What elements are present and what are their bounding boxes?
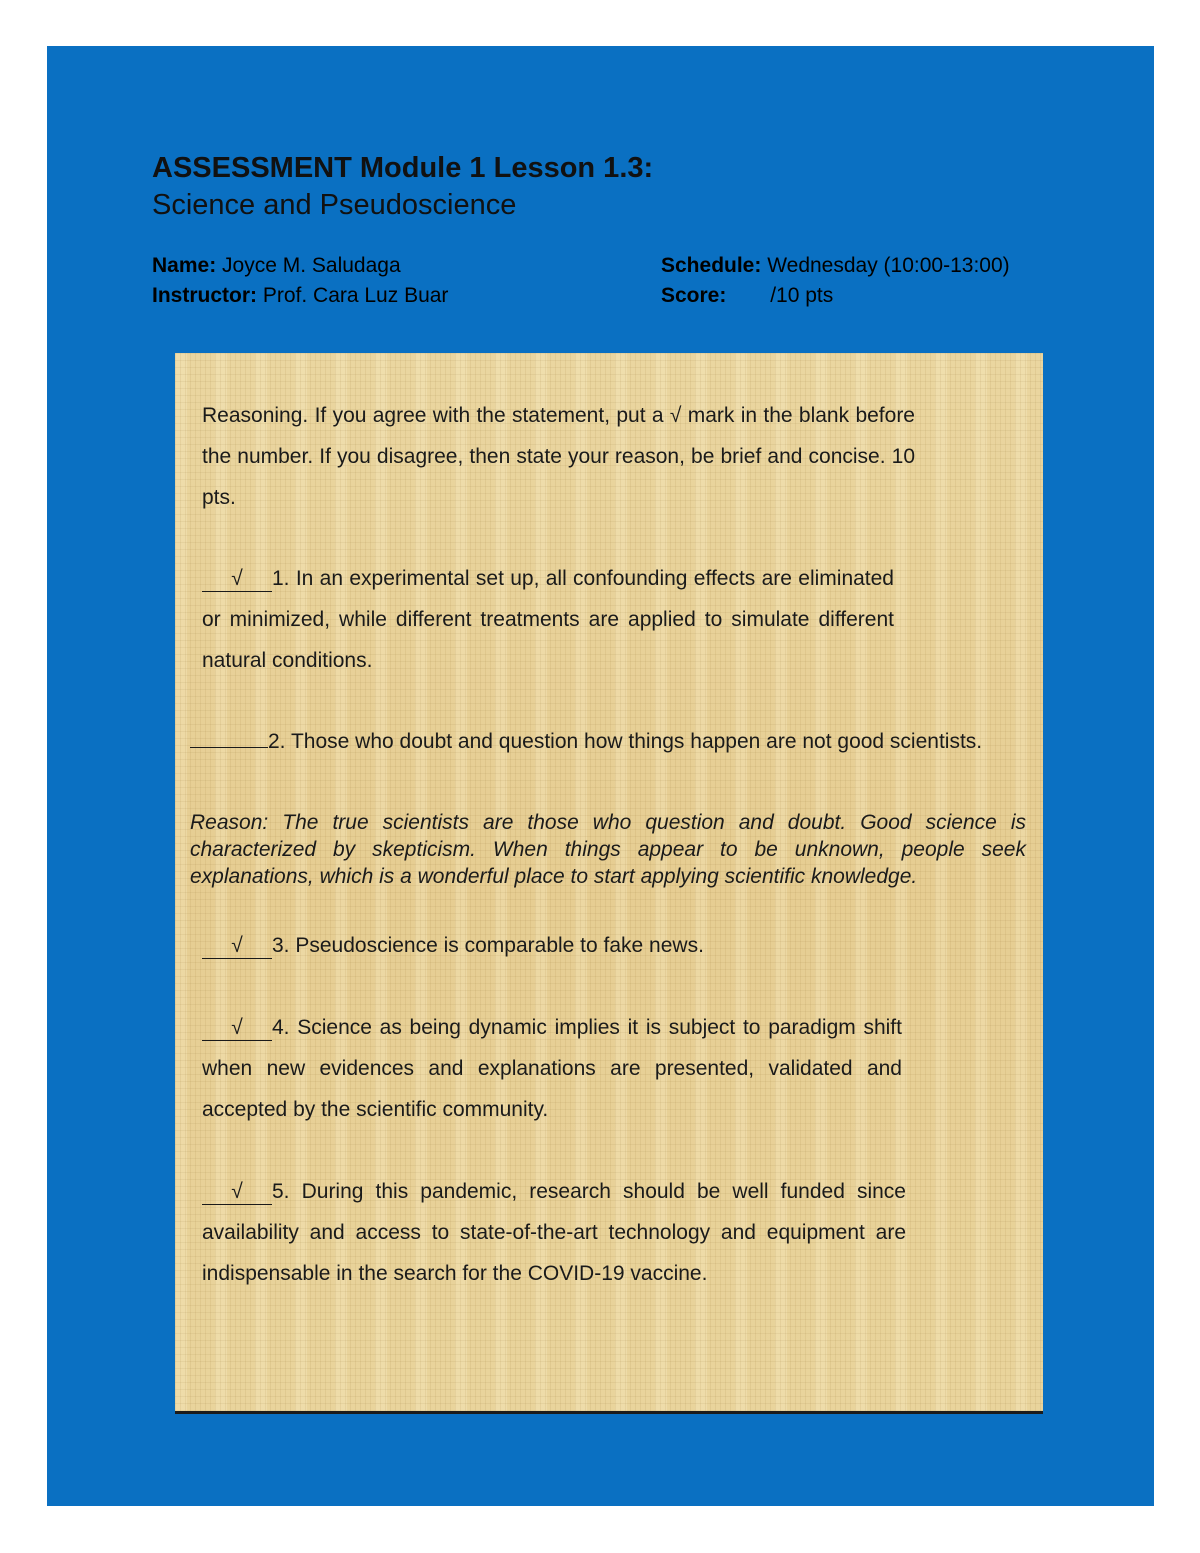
answer-blank-5[interactable]: √ [202, 1180, 272, 1205]
question-item-2 [190, 721, 1026, 762]
answer-blank-2[interactable] [190, 723, 268, 748]
question-text-2: Those who doubt and question how things happen are not good scientists. [290, 730, 983, 753]
answer-blank-4[interactable]: √ [202, 1016, 272, 1041]
instructor-row [152, 282, 448, 310]
schedule-row [661, 252, 1010, 280]
question-text-5: During this pandemic, research should be well funded since availability and access to state-of-the-art technology and equipment are indispensable in the search for the COVID-19 vaccine. [202, 1180, 906, 1285]
question-text-1: In an experimental set up, all confounding effects are eliminated or minimized, while different treatments are applied to simulate different natural conditions. [202, 567, 894, 672]
header [152, 150, 1072, 224]
question-item-5 [202, 1171, 906, 1294]
question-item-4 [202, 1007, 902, 1130]
question-number-5: 5. [272, 1180, 290, 1203]
answer-blank-1[interactable]: √ [202, 567, 272, 592]
instructor-label: Instructor: [152, 284, 257, 307]
question-number-2: 2. [268, 730, 286, 753]
instructions-text: Reasoning. If you agree with the statement, put a √ mark in the blank before the number. If you disagree, then state your reason, be brief and concise. 10 pts. [202, 404, 915, 509]
schedule-value: Wednesday (10:00-13:00) [767, 254, 1010, 277]
page-title: ASSESSMENT Module 1 Lesson 1.3: [152, 152, 654, 184]
answer-blank-3[interactable]: √ [202, 934, 272, 959]
score-row [661, 282, 833, 310]
score-value: /10 pts [770, 284, 834, 307]
name-row [152, 252, 401, 280]
question-number-4: 4. [272, 1016, 290, 1039]
instructor-value: Prof. Cara Luz Buar [262, 284, 449, 307]
name-value: Joyce M. Saludaga [222, 254, 401, 277]
answer-sheet [175, 353, 1043, 1414]
name-label: Name: [152, 254, 217, 277]
question-item-1 [202, 558, 894, 681]
question-text-3: Pseudoscience is comparable to fake news. [295, 934, 704, 957]
page-subtitle: Science and Pseudoscience [152, 189, 517, 221]
question-text-4: Science as being dynamic implies it is subject to paradigm shift when new evidences and explanations are presented, validated and accepted by the scientific community. [202, 1016, 902, 1121]
reason-text-2: Reason: The true scientists are those who question and doubt. Good science is characterized by skepticism. When things appear to be unknown, people seek explanations, which is a wonderful place to start applying scientific knowledge. [190, 811, 1026, 888]
score-label: Score: [661, 284, 727, 307]
schedule-label: Schedule: [661, 254, 762, 277]
question-item-3 [202, 925, 915, 966]
question-number-1: 1. [272, 567, 290, 590]
question-number-3: 3. [272, 934, 290, 957]
